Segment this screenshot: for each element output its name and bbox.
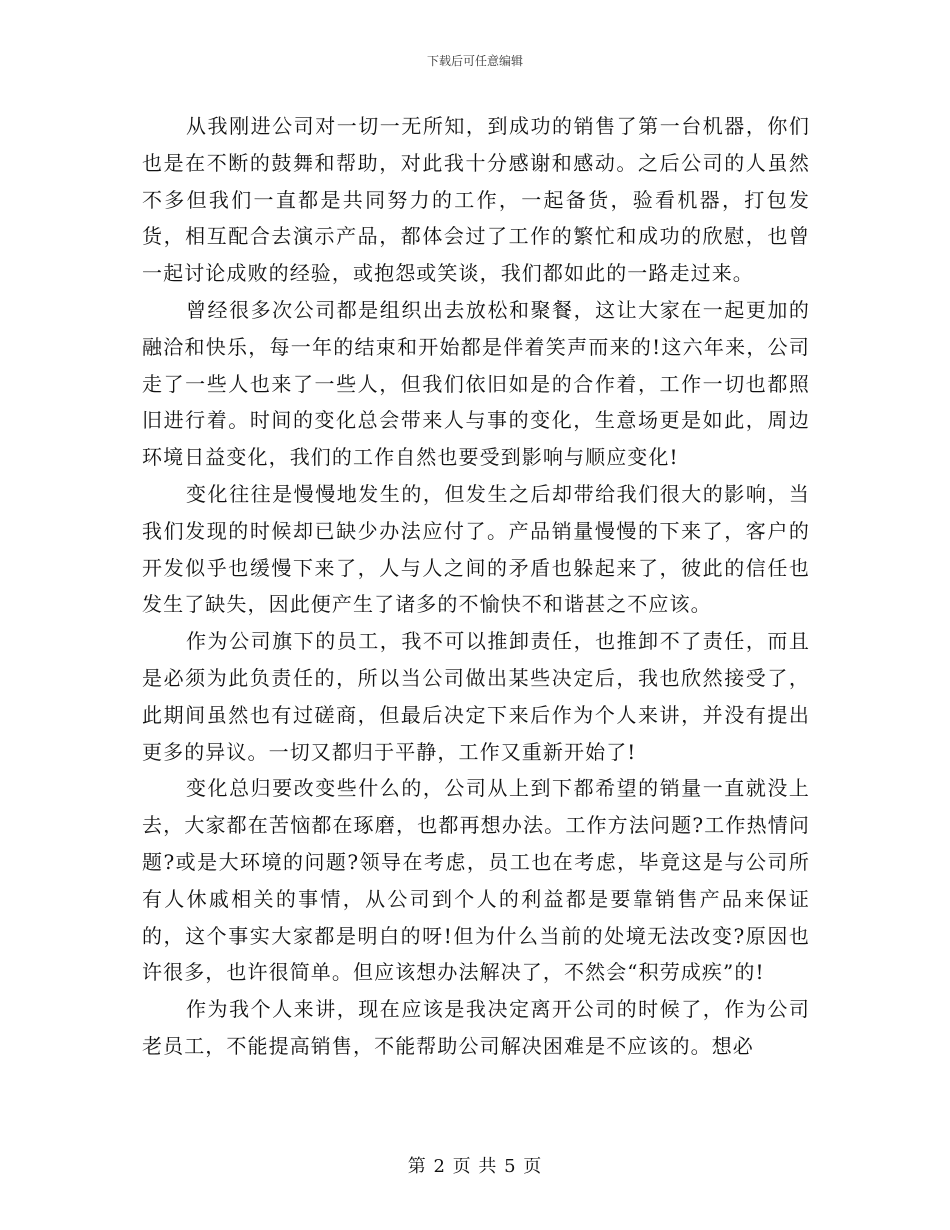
paragraph-2: 曾经很多次公司都是组织出去放松和聚餐，这让大家在一起更加的融洽和快乐，每一年的结束和开始都是伴着笑声而来的!这六年来，公司走了一些人也来了一些人，但我们依旧如是的合作着，工作一切也都照旧进行着。时间的变化总会带来人与事的变化，生意场更是如此，周边环境日益变化，我们的工作自然也要受到影响与顺应变化! — [142, 297, 810, 470]
document-body — [142, 108, 810, 1065]
paragraph-6: 作为我个人来讲，现在应该是我决定离开公司的时候了，作为公司老员工，不能提高销售，不能帮助公司解决困难是不应该的。想必 — [142, 997, 810, 1058]
paragraph-5: 变化总归要改变些什么的，公司从上到下都希望的销量一直就没上去，大家都在苦恼都在琢磨，也都再想办法。工作方法问题?工作热情问题?或是大环境的问题?领导在考虑，员工也在考虑，毕竟这是与公司所有人休戚相关的事情，从公司到个人的利益都是要靠销售产品来保证的，这个事实大家都是明白的呀!但为什么当前的处境无法改变?原因也许很多，也许很简单。但应该想办法解决了，不然会“积劳成疾”的! — [142, 776, 810, 985]
paragraph-1: 从我刚进公司对一切一无所知，到成功的销售了第一台机器，你们也是在不断的鼓舞和帮助，对此我十分感谢和感动。之后公司的人虽然不多但我们一直都是共同努力的工作，一起备货，验看机器，打包发货，相互配合去演示产品，都体会过了工作的繁忙和成功的欣慰，也曾一起讨论成败的经验，或抱怨或笑谈，我们都如此的一路走过来。 — [142, 114, 810, 286]
paragraph-3: 变化往往是慢慢地发生的，但发生之后却带给我们很大的影响，当我们发现的时候却已缺少办法应付了。产品销量慢慢的下来了，客户的开发似乎也缓慢下来了，人与人之间的矛盾也躲起来了，彼此的信任也发生了缺失，因此便产生了诸多的不愉快不和谐甚之不应该。 — [142, 481, 810, 617]
paragraph-4: 作为公司旗下的员工，我不可以推卸责任，也推卸不了责任，而且是必须为此负责任的，所以当公司做出某些决定后，我也欣然接受了，此期间虽然也有过磋商，但最后决定下来后作为个人来讲，并没有提出更多的异议。一切又都归于平静，工作又重新开始了! — [142, 629, 810, 764]
page-number: 第 2 页 共 5 页 — [407, 1156, 543, 1177]
header-note: 下载后可任意编辑 — [426, 54, 523, 68]
